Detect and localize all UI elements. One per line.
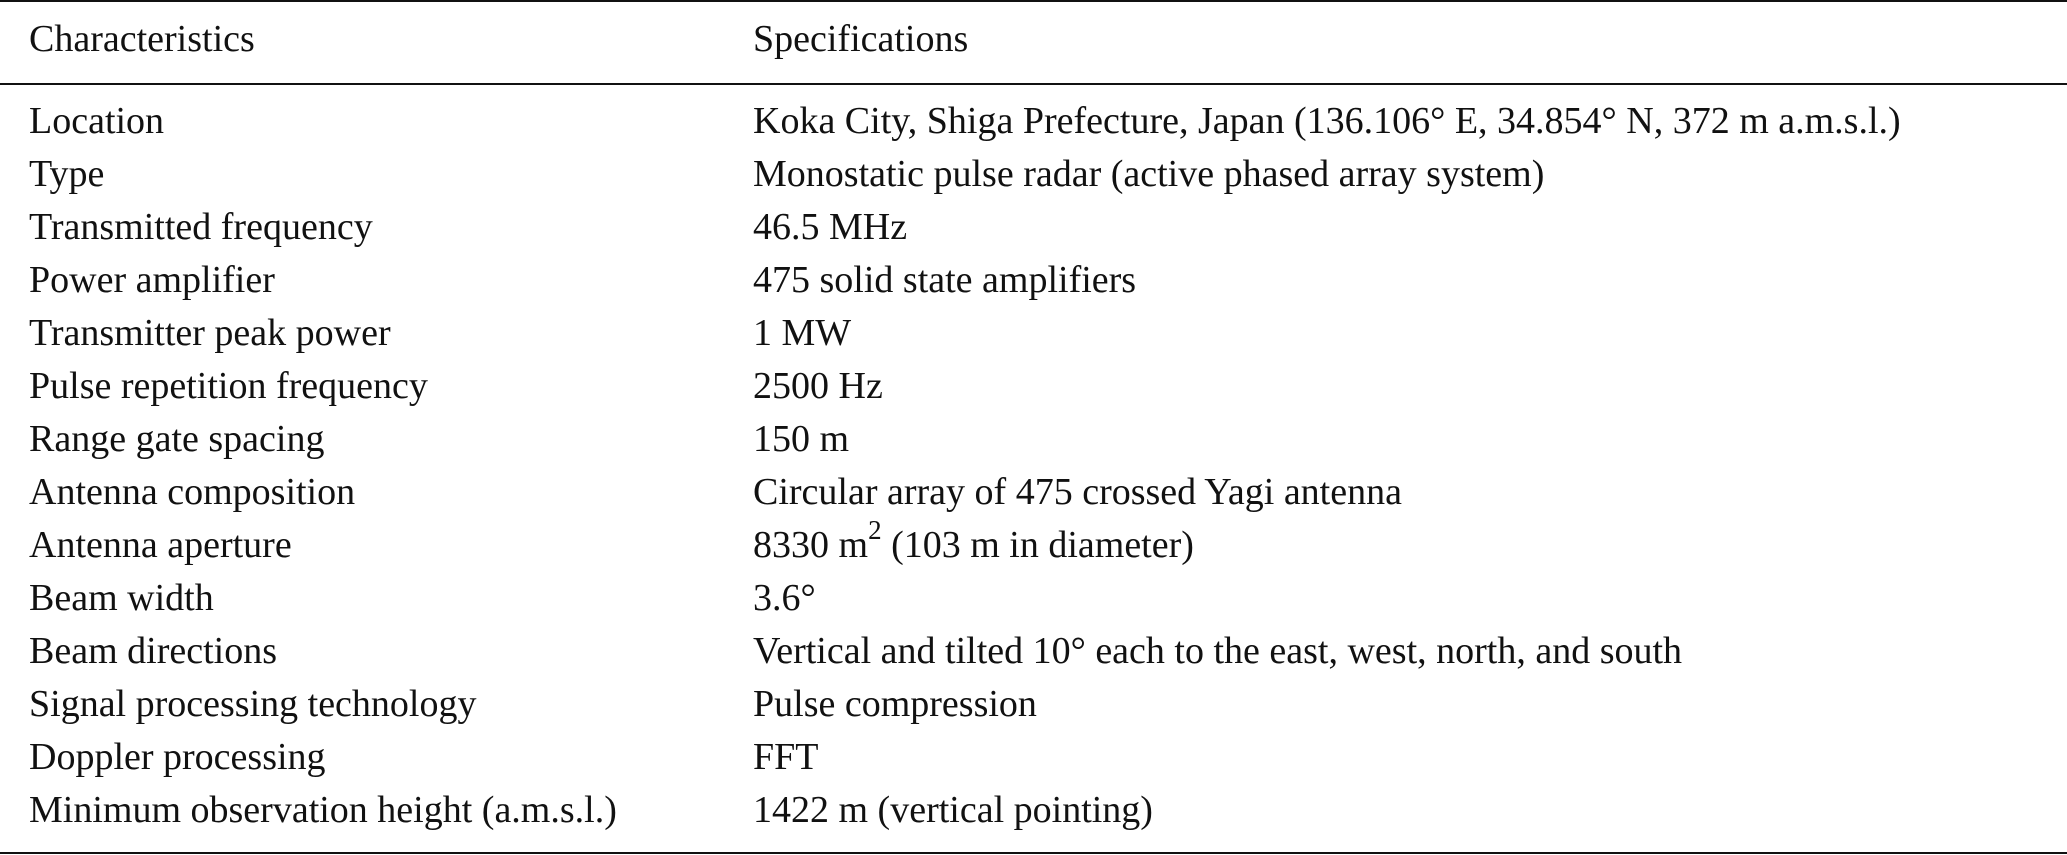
specification-cell: 1 MW — [753, 312, 852, 354]
specification-cell: 1422 m (vertical pointing) — [753, 789, 1153, 831]
characteristic-cell: Beam width — [29, 577, 214, 619]
characteristic-cell: Doppler processing — [29, 736, 326, 778]
characteristics-header: Characteristics — [29, 18, 255, 60]
specification-cell: Pulse compression — [753, 683, 1037, 725]
characteristic-cell: Antenna composition — [29, 471, 356, 513]
table-row-minimum-observation-height — [0, 784, 2067, 837]
aperture-area-value: 8330 m — [753, 524, 869, 566]
characteristic-cell: Transmitted frequency — [29, 206, 373, 248]
table-body — [0, 95, 2067, 837]
table-row-power-amplifier — [0, 254, 2067, 307]
characteristic-cell: Transmitter peak power — [29, 312, 391, 354]
characteristic-cell: Range gate spacing — [29, 418, 325, 460]
table-row-transmitted-frequency — [0, 201, 2067, 254]
table-row-transmitter-peak-power — [0, 307, 2067, 360]
specification-cell: 2500 Hz — [753, 365, 883, 407]
table-row-antenna-composition — [0, 466, 2067, 519]
characteristic-cell: Pulse repetition frequency — [29, 365, 428, 407]
specification-cell: Vertical and tilted 10° each to the east, west, north, and south — [753, 630, 1683, 672]
characteristic-cell: Type — [29, 153, 105, 195]
specification-cell: Circular array of 475 crossed Yagi antenna — [753, 471, 1402, 513]
specification-cell: Koka City, Shiga Prefecture, Japan (136.106° E, 34.854° N, 372 m a.m.s.l.) — [753, 100, 1901, 142]
specification-cell: 46.5 MHz — [753, 206, 908, 248]
characteristic-cell: Antenna aperture — [29, 524, 292, 566]
specification-cell: 475 solid state amplifiers — [753, 259, 1137, 301]
characteristic-cell: Location — [29, 100, 165, 142]
specification-cell: 3.6° — [753, 577, 816, 619]
specification-cell: Monostatic pulse radar (active phased array system) — [753, 153, 1545, 195]
characteristic-cell: Power amplifier — [29, 259, 275, 301]
table-row-beam-width — [0, 572, 2067, 625]
table-row-location — [0, 95, 2067, 148]
table-header-rule — [0, 83, 2067, 85]
square-meter-superscript: 2 — [868, 515, 882, 546]
specification-cell — [753, 515, 1194, 572]
specification-cell: 150 m — [753, 418, 850, 460]
table-header-row — [0, 13, 2067, 65]
table-row-antenna-aperture — [0, 515, 2067, 572]
characteristic-cell: Minimum observation height (a.m.s.l.) — [29, 789, 617, 831]
table-bottom-rule — [0, 852, 2067, 854]
table-row-type — [0, 148, 2067, 201]
table-row-range-gate-spacing — [0, 413, 2067, 466]
table-row-beam-directions — [0, 625, 2067, 678]
specifications-header: Specifications — [753, 18, 969, 60]
table-row-signal-processing-technology — [0, 678, 2067, 731]
characteristic-cell: Signal processing technology — [29, 683, 477, 725]
table-top-rule — [0, 0, 2067, 2]
specification-cell: FFT — [753, 736, 819, 778]
table-row-doppler-processing — [0, 731, 2067, 784]
aperture-diameter-note: (103 m in diameter) — [881, 524, 1194, 566]
characteristic-cell: Beam directions — [29, 630, 277, 672]
table-row-pulse-repetition-frequency — [0, 360, 2067, 413]
